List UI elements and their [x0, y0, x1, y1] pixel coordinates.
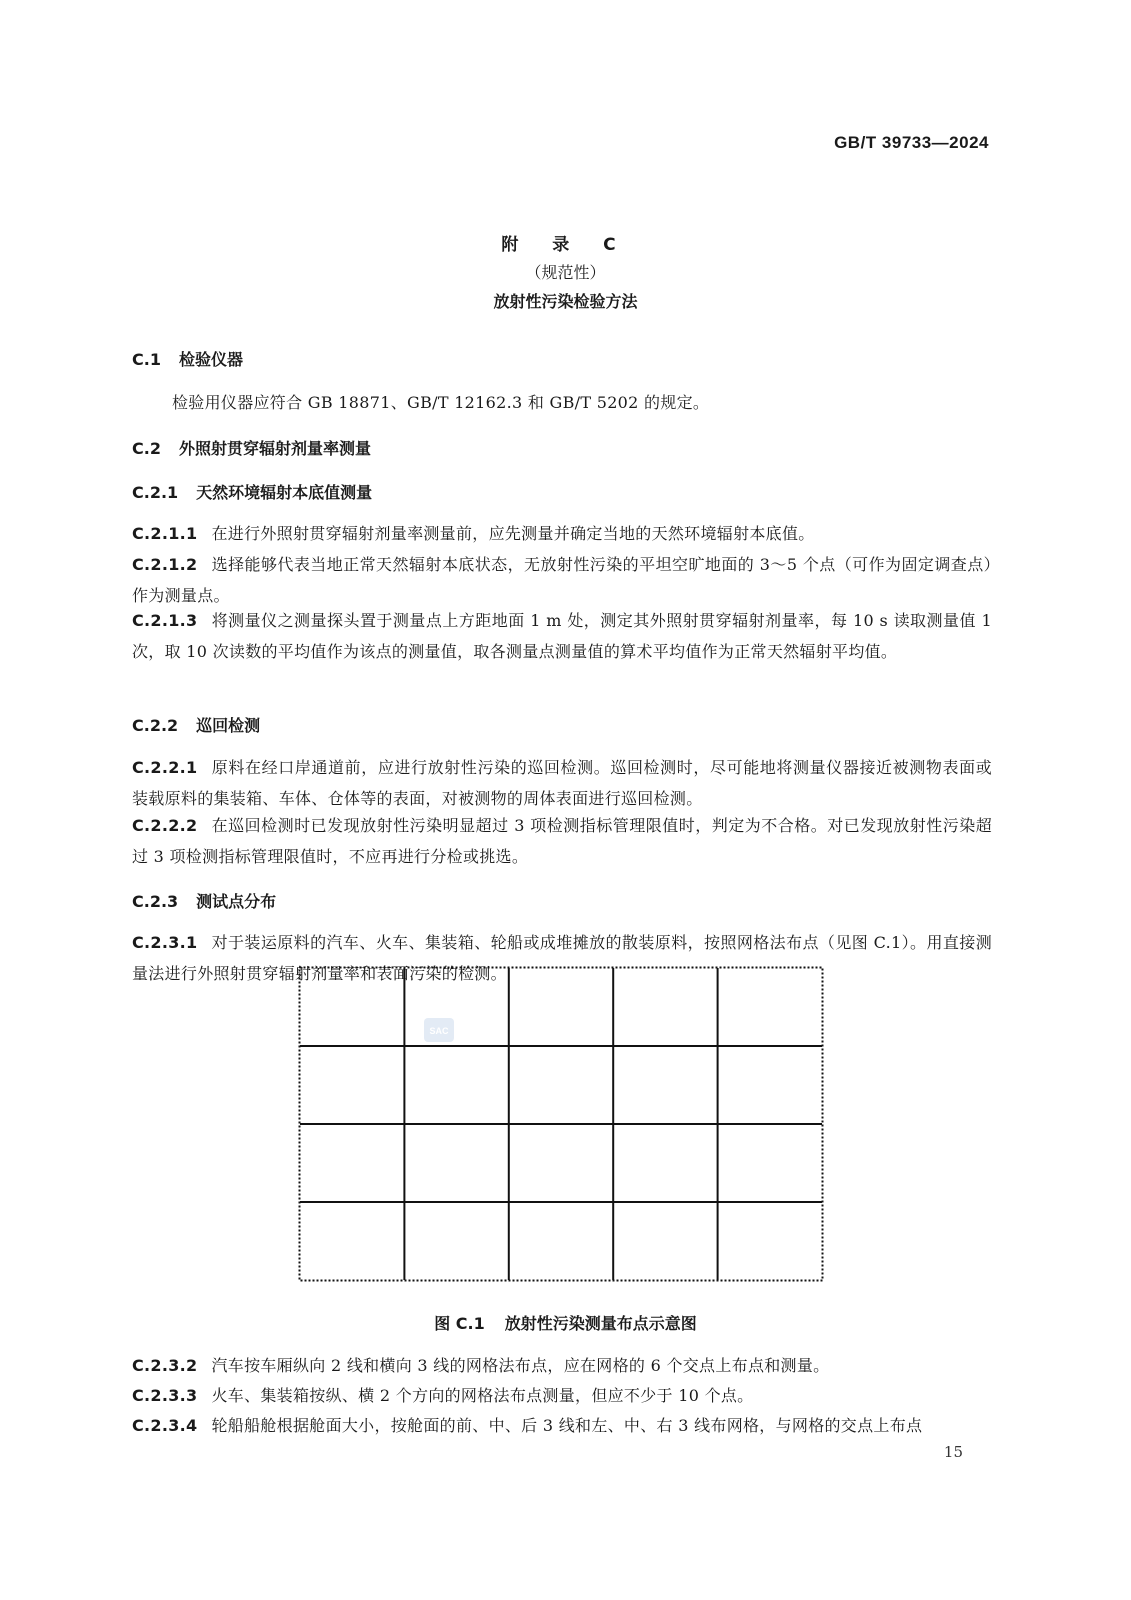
- clause-number: C.2.3.2: [132, 1356, 198, 1375]
- clause-text: 汽车按车厢纵向 2 线和横向 3 线的网格法布点，应在网格的 6 个交点上布点和测量。: [211, 1356, 830, 1375]
- figure-title: 放射性污染测量布点示意图: [504, 1314, 697, 1333]
- section-title: 检验仪器: [178, 350, 243, 369]
- page-number: 15: [943, 1443, 963, 1461]
- clause-number: C.2.1.2: [132, 555, 198, 574]
- paragraph-c211: [132, 518, 992, 549]
- clause-text: 原料在经口岸通道前，应进行放射性污染的巡回检测。巡回检测时，尽可能地将测量仪器接近被测物表面或装载原料的集装箱、车体、仓体等的表面，对被测物的周体表面进行巡回检测。: [132, 758, 992, 808]
- appendix-kind: （规范性）: [525, 263, 606, 282]
- heading-c1: [132, 347, 243, 370]
- section-number: C.2.1: [132, 483, 179, 502]
- section-number: C.2: [132, 439, 161, 458]
- clause-text: 对于装运原料的汽车、火车、集装箱、轮船或成堆摊放的散装原料，按照网格法布点（见图 C.1）。用直接测量法进行外照射贯穿辐射剂量率和表面污染的检测。: [132, 933, 992, 983]
- clause-text: 将测量仪之测量探头置于测量点上方距地面 1 m 处，测定其外照射贯穿辐射剂量率，每 10 s 读取测量值 1 次，取 10 次读数的平均值作为该点的测量值，取各测量点测量值的算术平均值作为正常天然辐射平均值。: [132, 611, 992, 661]
- clause-number: C.2.1.3: [132, 611, 198, 630]
- heading-c22: [132, 713, 260, 736]
- paragraph-c233: [132, 1380, 992, 1411]
- watermark-text: SAC: [429, 1026, 449, 1036]
- section-number: C.2.2: [132, 716, 179, 735]
- appendix-title: 附 录 C: [501, 235, 630, 255]
- clause-number: C.2.3.1: [132, 933, 198, 952]
- standard-code: GB/T 39733—2024: [834, 133, 989, 152]
- section-title: 外照射贯穿辐射剂量率测量: [178, 439, 371, 458]
- figure-label: 图 C.1: [434, 1314, 485, 1333]
- clause-text: 轮船船舱根据舱面大小，按舱面的前、中、后 3 线和左、中、右 3 线布网格，与网格的交点上布点: [211, 1416, 923, 1435]
- section-number: C.2.3: [132, 892, 179, 911]
- clause-text: 选择能够代表当地正常天然辐射本底状态，无放射性污染的平坦空旷地面的 3～5 个点（可作为固定调查点）作为测量点。: [132, 555, 992, 605]
- clause-number: C.2.2.1: [132, 758, 198, 777]
- figure-caption: [0, 1311, 1131, 1334]
- grid-lines: [300, 968, 822, 1280]
- paragraph-c212: [132, 549, 992, 611]
- section-number: C.1: [132, 350, 161, 369]
- paragraph-c234: [132, 1410, 992, 1441]
- paragraph-c221: [132, 752, 992, 814]
- clause-text: 火车、集装箱按纵、横 2 个方向的网格法布点测量，但应不少于 10 个点。: [211, 1386, 754, 1405]
- section-title: 巡回检测: [196, 716, 261, 735]
- grid-figure: [298, 966, 824, 1282]
- clause-number: C.2.2.2: [132, 816, 198, 835]
- clause-text: 在巡回检测时已发现放射性污染明显超过 3 项检测指标管理限值时，判定为不合格。对已发现放射性污染超过 3 项检测指标管理限值时，不应再进行分检或挑选。: [132, 816, 992, 866]
- appendix-name: 放射性污染检验方法: [493, 292, 638, 311]
- grid-diagram: [298, 966, 824, 1282]
- clause-text: 在进行外照射贯穿辐射剂量率测量前，应先测量并确定当地的天然环境辐射本底值。: [211, 524, 815, 543]
- paragraph-c222: [132, 810, 992, 872]
- paragraph-c213: [132, 605, 992, 667]
- clause-number: C.2.1.1: [132, 524, 198, 543]
- paragraph-c232: [132, 1350, 992, 1381]
- heading-c23: [132, 889, 276, 912]
- heading-c21: [132, 480, 372, 503]
- clause-number: C.2.3.4: [132, 1416, 198, 1435]
- watermark-logo: [424, 1018, 454, 1042]
- heading-c2: [132, 436, 371, 459]
- section-title: 天然环境辐射本底值测量: [196, 483, 373, 502]
- paragraph-c1: 检验用仪器应符合 GB 18871、GB/T 12162.3 和 GB/T 5202 的规定。: [172, 393, 710, 412]
- clause-number: C.2.3.3: [132, 1386, 198, 1405]
- section-title: 测试点分布: [196, 892, 277, 911]
